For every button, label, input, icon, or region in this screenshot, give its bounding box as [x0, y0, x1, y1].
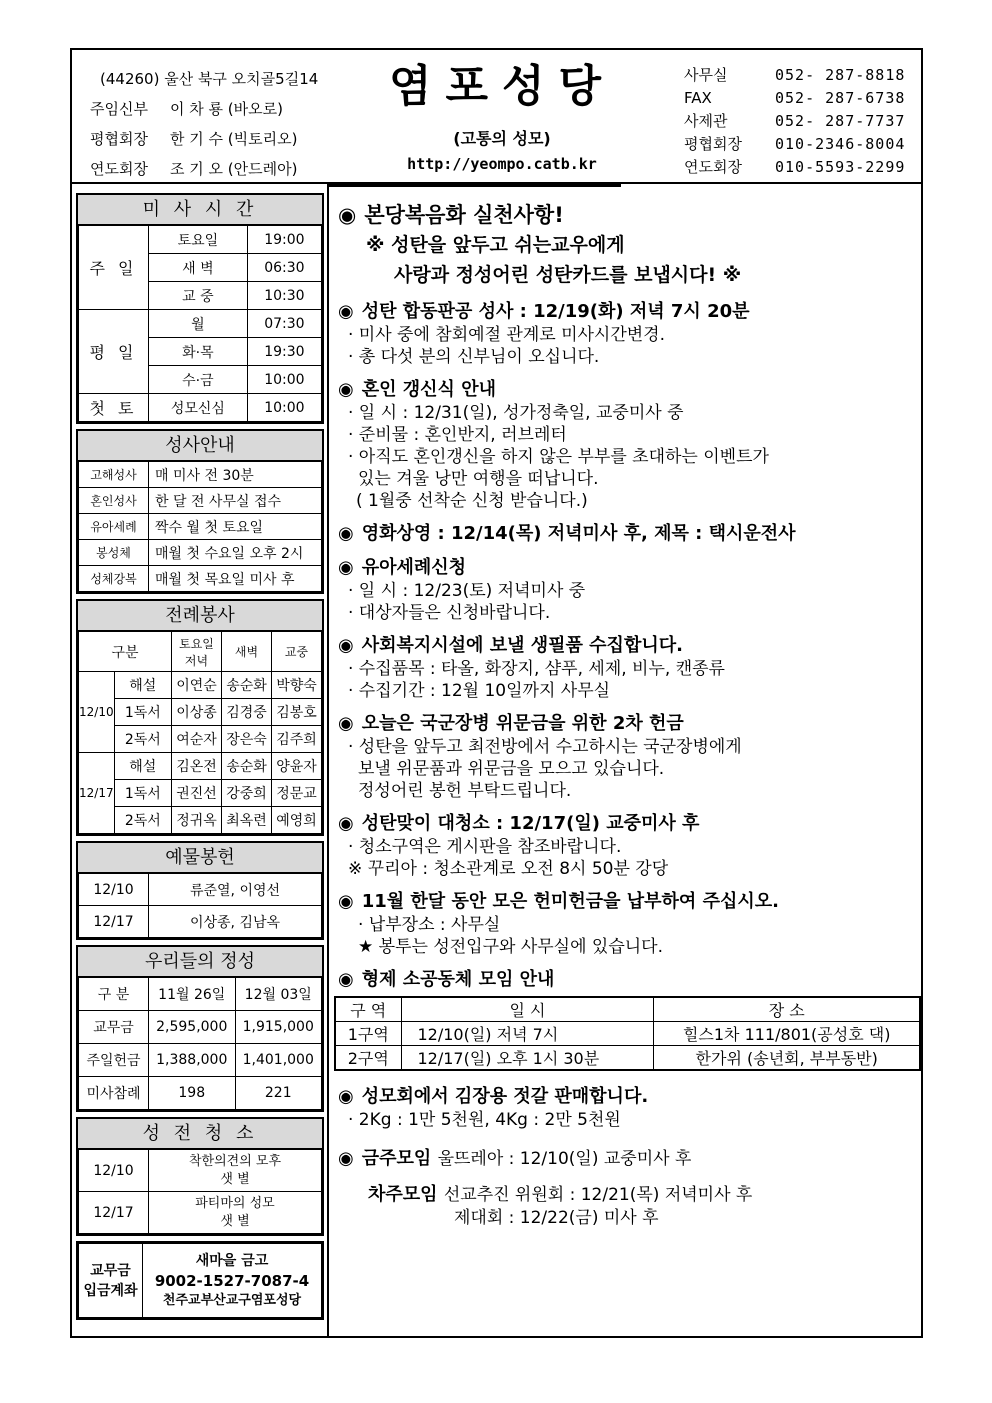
parish-url[interactable]: http://yeompo.catb.kr [407, 155, 597, 173]
bullet-icon: ◉ [338, 203, 357, 227]
mass-times-title: 미 사 시 간 [78, 195, 322, 225]
offering [76, 841, 324, 940]
offering-title: 예물봉헌 [78, 843, 322, 873]
cleaning-title: 성 전 청 소 [78, 1119, 322, 1149]
sacraments [76, 429, 324, 594]
notice-kimchi: ◉ 성모회에서 김장용 젓갈 판매합니다. · 2Kg : 1만 5천원, 4Kg : 2만 5천원 [338, 1086, 649, 1130]
notice-infant-baptism: ◉ 유아세례신청 · 일 시 : 12/23(토) 저녁미사 중 · 대상자들은 신청바랍니다. [338, 557, 586, 623]
notice-confession: ◉ 성탄 합동판공 성사 : 12/19(화) 저녁 7시 20분 · 미사 중에 참회예절 관계로 미사시간변경. · 총 다섯 분의 신부님이 오십니다. [338, 301, 750, 367]
header-row-priest: 주임신부 이 차 룡 (바오로) [90, 100, 283, 118]
notice-small-community: ◉ 형제 소공동체 모임 안내 구 역 일 시 장 소 1구역 12/10(일) 저녁 7시 힐스1차 111/801(공성호 댁) 2구역 12/17(일) 오후 1시 30분 한가위 (송년회, 부부동반) [338, 968, 920, 1071]
sacraments-table: 고해성사 매 미사 전 30분 혼인성사 한 달 전 사무실 접수 유아세례 짝수 월 첫 토요일 봉성체 매월 첫 수요일 오후 2시 성체강복 매월 첫 목요일 미사 후 [78, 461, 322, 592]
notice-main: ◉ 본당복음화 실천사항! ※ 성탄을 앞두고 쉬는교우에게 사랑과 정성어린 성탄카드를 보냅시다! ※ [338, 203, 742, 286]
notice-next-week-meeting: 차주모임 선교추진 위원회 : 12/21(목) 저녁미사 후 제대회 : 12/22(금) 미사 후 [368, 1184, 753, 1228]
notice-welfare-collection: ◉ 사회복지시설에 보낼 생필품 수집합니다. · 수집품목 : 타올, 화장지, 샴푸, 세제, 비누, 캔종류 · 수집기간 : 12월 10일까지 사무실 [338, 635, 725, 701]
cleaning-table: 12/10 착한의견의 모후 샛 별 12/17 파티마의 성모 샛 별 [78, 1149, 322, 1234]
liturgy-table: 구분 토요일 저녁 새벽 교중 12/10 해설 이연순 송순화 박향숙 1독서 이상종 김경중 김봉호 2독서 여순자 장은숙 김주희 12/17 해설 김온전 송순화 양윤자 1독서 권진선 강중희 정문교 2독서 정귀옥 최옥련 예영희 [78, 631, 322, 834]
liturgy-title: 전례봉사 [78, 601, 322, 631]
bullet-icon: ◉ [338, 1148, 354, 1169]
header-center [372, 58, 632, 173]
header-contacts [684, 64, 905, 179]
cleaning [76, 1117, 324, 1236]
offering-table: 12/10 류준열, 이영선 12/17 이상종, 김남옥 [78, 873, 322, 938]
notice-military-offering: ◉ 오늘은 국군장병 위문금을 위한 2차 헌금 · 성탄을 앞두고 최전방에서 수고하시는 국군장병에게 보낼 위문품과 위문금을 모으고 있습니다. 정성어린 봉헌 부탁드립니다. [338, 713, 742, 801]
bullet-icon: ◉ [338, 523, 354, 544]
bullet-icon: ◉ [338, 891, 354, 912]
contact-fax: FAX 052- 287-6738 [684, 89, 906, 107]
header-left [90, 64, 318, 184]
parish-address: (44260) 울산 북구 오치골5길14 [100, 70, 319, 88]
notice-movie: ◉ 영화상영 : 12/14(목) 저녁미사 후, 제목 : 택시운전사 [338, 523, 796, 544]
bullet-icon: ◉ [338, 813, 354, 834]
contact-office: 사무실 052- 287-8818 [684, 66, 906, 84]
bullet-icon: ◉ [338, 969, 354, 990]
account-info [76, 1241, 324, 1320]
mass-times [76, 193, 324, 424]
column-divider [327, 184, 329, 1338]
parish-title: 염포성당 [388, 61, 615, 112]
bullet-icon: ◉ [338, 379, 354, 400]
bullet-icon: ◉ [338, 557, 354, 578]
divider [329, 184, 621, 187]
parish-subtitle: (고통의 성모) [453, 129, 551, 148]
bulletin-frame [70, 48, 923, 1338]
bullet-icon: ◉ [338, 635, 354, 656]
notice-rice-offering: ◉ 11월 한달 동안 모은 헌미헌금을 납부하여 주십시오. · 납부장소 : 사무실 ★ 봉투는 성전입구와 사무실에 있습니다. [338, 891, 779, 957]
bullet-icon: ◉ [338, 1086, 354, 1107]
contribution [76, 945, 324, 1112]
contribution-table: 구 분 11월 26일 12월 03일 교무금 2,595,000 1,915,000 주일헌금 1,388,000 1,401,000 미사참례 198 221 [78, 977, 322, 1110]
right-column [338, 200, 920, 1229]
community-table: 구 역 일 시 장 소 1구역 12/10(일) 저녁 7시 힐스1차 111/801(공성호 댁) 2구역 12/17(일) 오후 1시 30분 한가위 (송년회, 부부동반) [334, 996, 921, 1071]
bulletin-header [72, 50, 921, 184]
contribution-title: 우리들의 정성 [78, 947, 322, 977]
liturgy-service [76, 599, 324, 836]
sacraments-title: 성사안내 [78, 431, 322, 461]
contact-rectory: 사제관 052- 287-7737 [684, 112, 906, 130]
notice-marriage-renewal: ◉ 혼인 갱신식 안내 · 일 시 : 12/31(일), 성가정축일, 교중미사 중 · 준비물 : 혼인반지, 러브레터 · 아직도 혼인갱신을 하지 않은 부부를 초대하는 이벤트가 있는 겨울 낭만 여행을 떠납니다. ( 1월중 선착순 신청 받습니다.) [338, 379, 769, 511]
bullet-icon: ◉ [338, 301, 354, 322]
mass-times-table: 주 일 토요일 19:00 새 벽 06:30 교 중 10:30 평 일 월 07:30 화·목 19:30 수·금 10:00 첫 토 성모신심 10:00 [78, 225, 322, 422]
left-column [76, 193, 324, 1325]
contact-yeondo: 연도회장 010-5593-2299 [684, 158, 906, 176]
header-row-council: 평협회장 한 기 수 (빅토리오) [90, 130, 298, 148]
notice-this-week-meeting: ◉ 금주모임 울뜨레아 : 12/10(일) 교중미사 후 [338, 1148, 692, 1169]
contact-council: 평협회장 010-2346-8004 [684, 135, 906, 153]
header-row-yeondo: 연도회장 조 기 오 (안드레아) [90, 160, 298, 178]
account-table: 교무금 입금계좌 새마을 금고 9002-1527-7087-4 천주교부산교구염포성당 [78, 1243, 322, 1318]
notice-cleaning: ◉ 성탄맞이 대청소 : 12/17(일) 교중미사 후 · 청소구역은 게시판을 참조바랍니다. ※ 꾸리아 : 청소관계로 오전 8시 50분 강당 [338, 813, 700, 879]
bullet-icon: ◉ [338, 713, 354, 734]
